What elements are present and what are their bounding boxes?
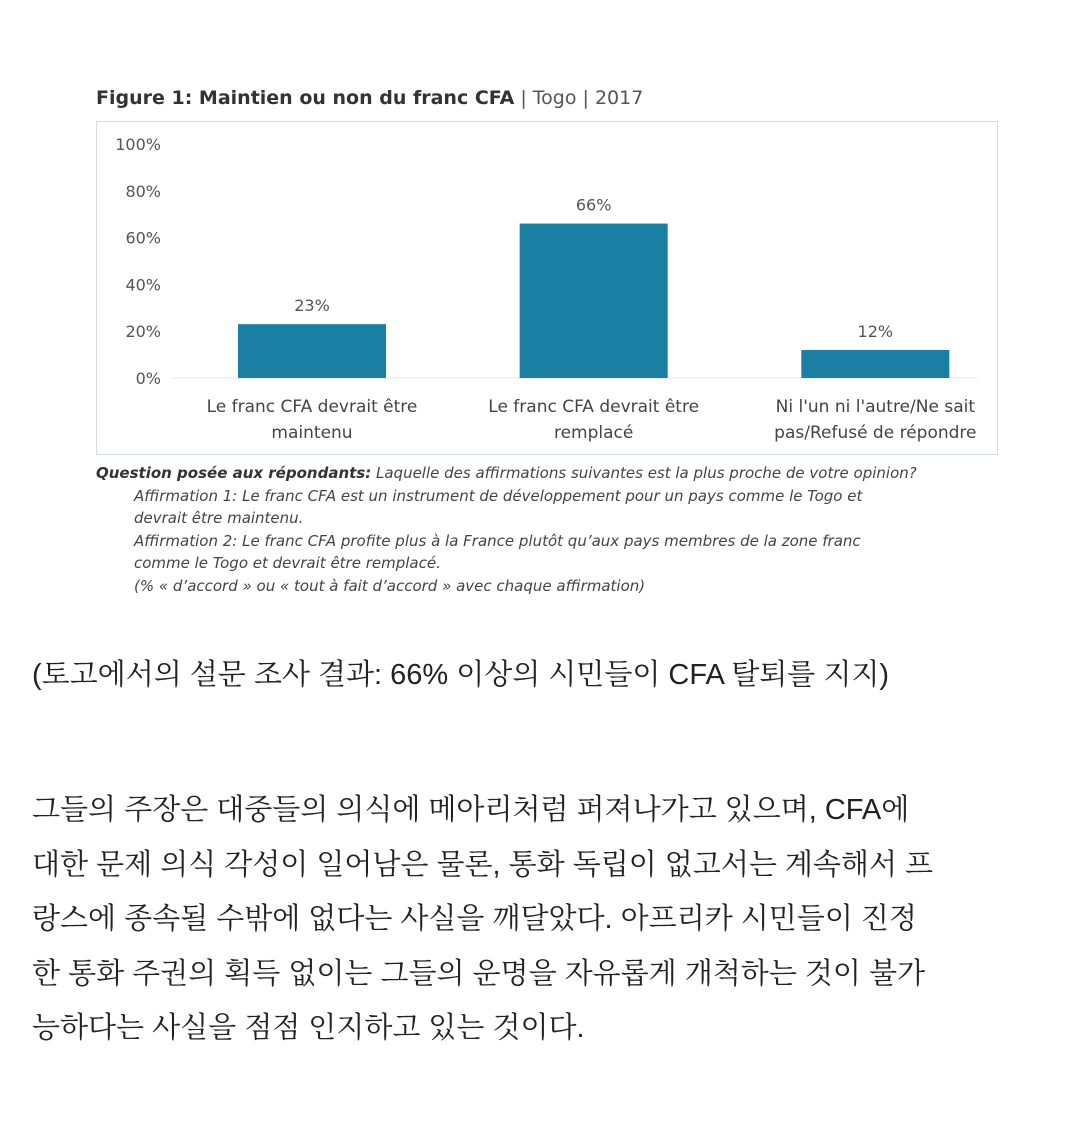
x-category-label: Le franc CFA devrait être: [488, 397, 700, 417]
chart-title-separator: |: [582, 87, 589, 109]
y-tick-label: 60%: [125, 228, 161, 248]
chart-title-main: Figure 1: Maintien ou non du franc CFA: [96, 87, 515, 109]
bar: [238, 324, 386, 378]
bar-chart: [97, 122, 997, 454]
y-tick-label: 80%: [125, 181, 161, 201]
paragraph-line: 랑스에 종속될 수밖에 없다는 사실을 깨달았다. 아프리카 시민들이 진정: [32, 903, 917, 935]
data-label: 66%: [575, 195, 612, 215]
note-question-text: Laquelle des affirmations suivantes est la plus proche de votre opinion?: [376, 464, 917, 482]
paragraph-line: 그들의 주장은 대중들의 의식에 메아리처럼 퍼져나가고 있으며, CFA에: [32, 794, 910, 826]
note-line: comme le Togo et devrait être remplacé.: [134, 554, 441, 573]
chart-figure: [96, 84, 1006, 595]
note-line: (% « d’accord » ou « tout à fait d’accord » avec chaque affirmation): [134, 576, 646, 595]
y-tick-label: 100%: [115, 135, 161, 154]
note-question-label: Question posée aux répondants:: [96, 464, 372, 482]
y-tick-label: 20%: [125, 322, 161, 342]
paragraph-line: 능하다는 사실을 점점 인지하고 있는 것이다.: [32, 1012, 585, 1044]
x-category-label: maintenu: [271, 423, 353, 443]
y-tick-label: 40%: [125, 275, 161, 295]
x-category-label: remplacé: [553, 423, 634, 443]
chart-title: [96, 84, 1006, 112]
chart-title-country: Togo: [532, 87, 577, 109]
paragraph-line: 한 통화 주권의 획득 없이는 그들의 운명을 자유롭게 개척하는 것이 불가: [32, 957, 925, 990]
note-line: Affirmation 1: Le franc CFA est un instrument de développement pour un pays comme le Togo et: [134, 486, 863, 505]
chart-note: [96, 462, 1011, 598]
chart-frame: [96, 121, 998, 455]
y-tick-label: 0%: [135, 369, 161, 388]
chart-title-year: 2017: [594, 87, 644, 109]
note-question: [96, 462, 1011, 485]
data-label: 12%: [857, 321, 894, 341]
x-category-label: Le franc CFA devrait être: [206, 397, 418, 417]
chart-title-separator: |: [520, 87, 527, 109]
body-paragraph: [32, 783, 1052, 1056]
data-label: 23%: [294, 296, 330, 316]
note-line: devrait être maintenu.: [134, 509, 304, 528]
x-category-label: Ni l'un ni l'autre/Ne sait: [775, 397, 976, 417]
bar: [801, 350, 949, 378]
bar: [520, 224, 668, 378]
x-category-label: pas/Refusé de répondre: [774, 423, 977, 443]
image-caption: (토고에서의 설문 조사 결과: 66% 이상의 시민들이 CFA 탈퇴를 지지): [32, 659, 890, 691]
note-line: Affirmation 2: Le franc CFA profite plus à la France plutôt qu’aux pays membres de la zone franc: [134, 531, 861, 550]
paragraph-line: 대한 문제 의식 각성이 일어남은 물론, 통화 독립이 없고서는 계속해서 프: [32, 848, 934, 881]
